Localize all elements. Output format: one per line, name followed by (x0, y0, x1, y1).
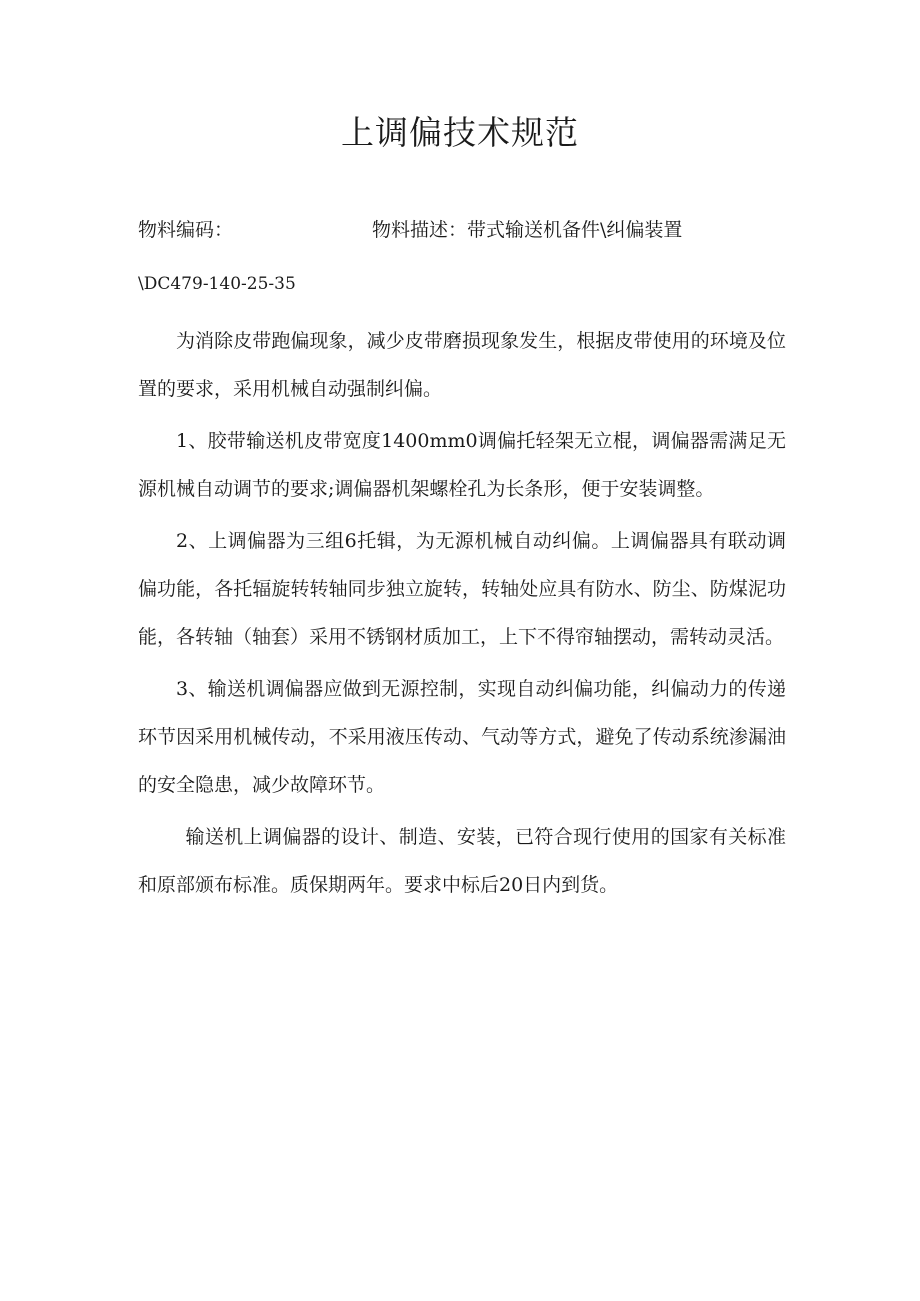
material-code-label: 物料编码： (138, 219, 234, 241)
material-info-line (138, 218, 798, 243)
material-description: 物料描述：带式输送机备件\纠偏装置 (372, 219, 683, 241)
document-body (138, 317, 786, 913)
clause-3-paragraph: 3、输送机调偏器应做到无源控制，实现自动纠偏功能，纠偏动力的传递环节因采用机械传动，不采用液压传动、气动等方式，避免了传动系统渗漏油的安全隐患，减少故障环节。 (138, 678, 786, 796)
standards-paragraph: 输送机上调偏器的设计、制造、安装，已符合现行使用的国家有关标准和原部颁布标准。质保期两年。要求中标后20日内到货。 (138, 826, 786, 896)
intro-paragraph: 为消除皮带跑偏现象，减少皮带磨损现象发生，根据皮带使用的环境及位置的要求，采用机械自动强制纠偏。 (138, 330, 786, 400)
material-description-continuation: \DC479-140-25-35 (138, 274, 296, 294)
document-title: 上调偏技术规范 (341, 113, 579, 152)
clause-2-paragraph: 2、上调偏器为三组6托辑，为无源机械自动纠偏。上调偏器具有联动调偏功能，各托辐旋转转轴同步独立旋转，转轴处应具有防水、防尘、防煤泥功能，各转轴（轴套）采用不锈钢材质加工，上下不得帘轴摆动，需转动灵活。 (138, 530, 786, 648)
clause-1-paragraph: 1、胶带输送机皮带宽度1400mm0调偏托轻架无立棍，调偏器需满足无源机械自动调节的要求;调偏器机架螺栓孔为长条形，便于安装调整。 (138, 430, 786, 500)
